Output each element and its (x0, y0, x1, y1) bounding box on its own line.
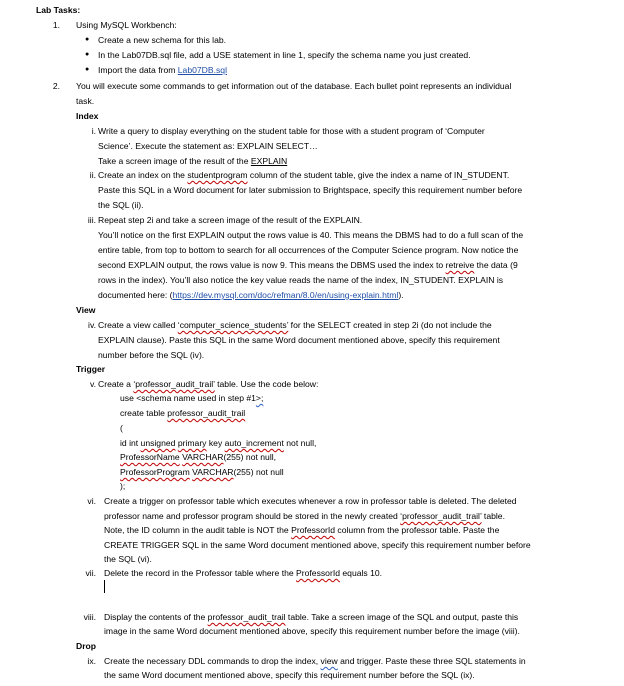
item-viii-number: viii. (83, 612, 96, 622)
code-line-2: create table professor_audit_trail (120, 408, 246, 418)
lab-tasks-heading: Lab Tasks: (36, 5, 81, 15)
item-vi-line-2: professor name and professor program should be stored in the newly created ‘professor_audit_trail’ table. (104, 511, 505, 521)
item-iv-line-2: EXPLAIN clause). Paste this SQL in the same Word document mentioned above, specify this requirement (98, 335, 500, 345)
text-cursor (104, 580, 105, 593)
bullet-2-text: In the Lab07DB.sql file, add a USE statement in line 1, specify the schema name you just created. (98, 50, 471, 60)
code-line-7: ); (120, 481, 126, 491)
item-v-number: v. (89, 379, 96, 389)
item-iii-number: iii. (87, 215, 96, 225)
code-line-6: ProfessorProgram VARCHAR(255) not null (120, 467, 284, 477)
item-ix-number: ix. (87, 656, 96, 666)
bullet-icon: ● (85, 66, 90, 73)
item-vii-number: vii. (85, 568, 96, 578)
item-vi-number: vi. (87, 496, 96, 506)
item-viii-line-2: image in the same Word document mentioned above, specify this requirement number before the image (viii). (104, 626, 520, 636)
task-1-text: Using MySQL Workbench: (76, 20, 177, 30)
task-1-number: 1. (52, 20, 60, 30)
item-vi-line-4: CREATE TRIGGER SQL in the same Word document mentioned above, specify this requirement number before (104, 540, 531, 550)
item-ii-number: ii. (89, 170, 96, 180)
item-iv-line-3: number before the SQL (iv). (98, 350, 205, 360)
item-ii-line-1: Create an index on the studentprogram column of the student table, give the index a name of IN_STUDENT. (98, 170, 510, 180)
item-viii-line-1: Display the contents of the professor_audit_trail table. Take a screen image of the SQL and output, paste this (104, 612, 519, 622)
code-line-3: ( (120, 423, 123, 433)
item-iii-line-5: rows in the index). You’ll also notice the key value reads the name of the index, IN_STUDENT. EXPLAIN is (98, 275, 504, 285)
item-iii-line-4: second EXPLAIN output, the rows value is now 9. This means the DBMS used the index to retreive the data (9 (98, 260, 518, 270)
item-i-number: i. (91, 126, 96, 136)
task-2-number: 2. (52, 81, 60, 91)
item-vi-line-5: the SQL (vi). (104, 554, 152, 564)
section-drop: Drop (76, 641, 97, 651)
code-line-4: id int unsigned primary key auto_increment not null, (120, 438, 317, 448)
item-ix-line-1: Create the necessary DDL commands to drop the index, view and trigger. Paste these three SQL statements in (104, 656, 526, 666)
bullet-1-text: Create a new schema for this lab. (98, 35, 227, 45)
item-ix-line-2: the same Word document mentioned above, specify this requirement number before the SQL (ix). (104, 670, 475, 680)
bullet-3-text: Import the data from Lab07DB.sql (98, 65, 227, 75)
item-vi-line-3: Note, the ID column in the audit table is NOT the ProfessorId column from the professor table. Paste the (104, 525, 500, 535)
lab07db-link[interactable]: Lab07DB.sql (177, 65, 227, 75)
code-line-1: use <schema name used in step #1>; (120, 393, 264, 403)
item-iii-line-1: Repeat step 2i and take a screen image of the result of the EXPLAIN. (98, 215, 363, 225)
item-ii-line-2: Paste this SQL in a Word document for later submission to Brightspace, specify this requirement number before (98, 185, 523, 195)
item-vi-line-1: Create a trigger on professor table which executes whenever a row in professor table is deleted. The deleted (104, 496, 517, 506)
section-trigger: Trigger (76, 364, 106, 374)
item-ii-line-3: the SQL (ii). (98, 200, 144, 210)
bullet-icon: ● (85, 51, 90, 58)
section-view: View (76, 305, 96, 315)
mysql-docs-link[interactable]: https://dev.mysql.com/doc/refman/8.0/en/using-explain.html (172, 290, 399, 300)
task-2-line-2: task. (76, 96, 95, 106)
section-index: Index (76, 111, 99, 121)
item-iii-line-3: entire table, from top to bottom to search for all occurrences of the Computer Science program. Now notice the (98, 245, 519, 255)
item-iii-line-6: documented here: (https://dev.mysql.com/doc/refman/8.0/en/using-explain.html). (98, 290, 404, 300)
item-v-line-1: Create a ‘professor_audit_trail’ table. Use the code below: (98, 379, 319, 389)
item-i-line-2: Science’. Execute the statement as: EXPLAIN SELECT… (98, 141, 318, 151)
item-iv-line-1: Create a view called ‘computer_science_students’ for the SELECT created in step 2i (do not include the (98, 320, 492, 330)
item-vii-line-1: Delete the record in the Professor table where the ProfessorId equals 10. (104, 568, 383, 578)
task-2-line-1: You will execute some commands to get information out of the database. Each bullet point represents an individual (76, 81, 512, 91)
item-i-line-1: Write a query to display everything on the student table for those with a student program of ‘Computer (98, 126, 485, 136)
bullet-icon: ● (85, 36, 90, 43)
item-iii-line-2: You’ll notice on the first EXPLAIN output the rows value is 40. This means the DBMS had to do a full scan of the (98, 230, 524, 240)
code-line-5: ProfessorName VARCHAR(255) not null, (120, 452, 277, 462)
item-i-line-3: Take a screen image of the result of the EXPLAIN (98, 156, 288, 166)
item-iv-number: iv. (88, 320, 96, 330)
